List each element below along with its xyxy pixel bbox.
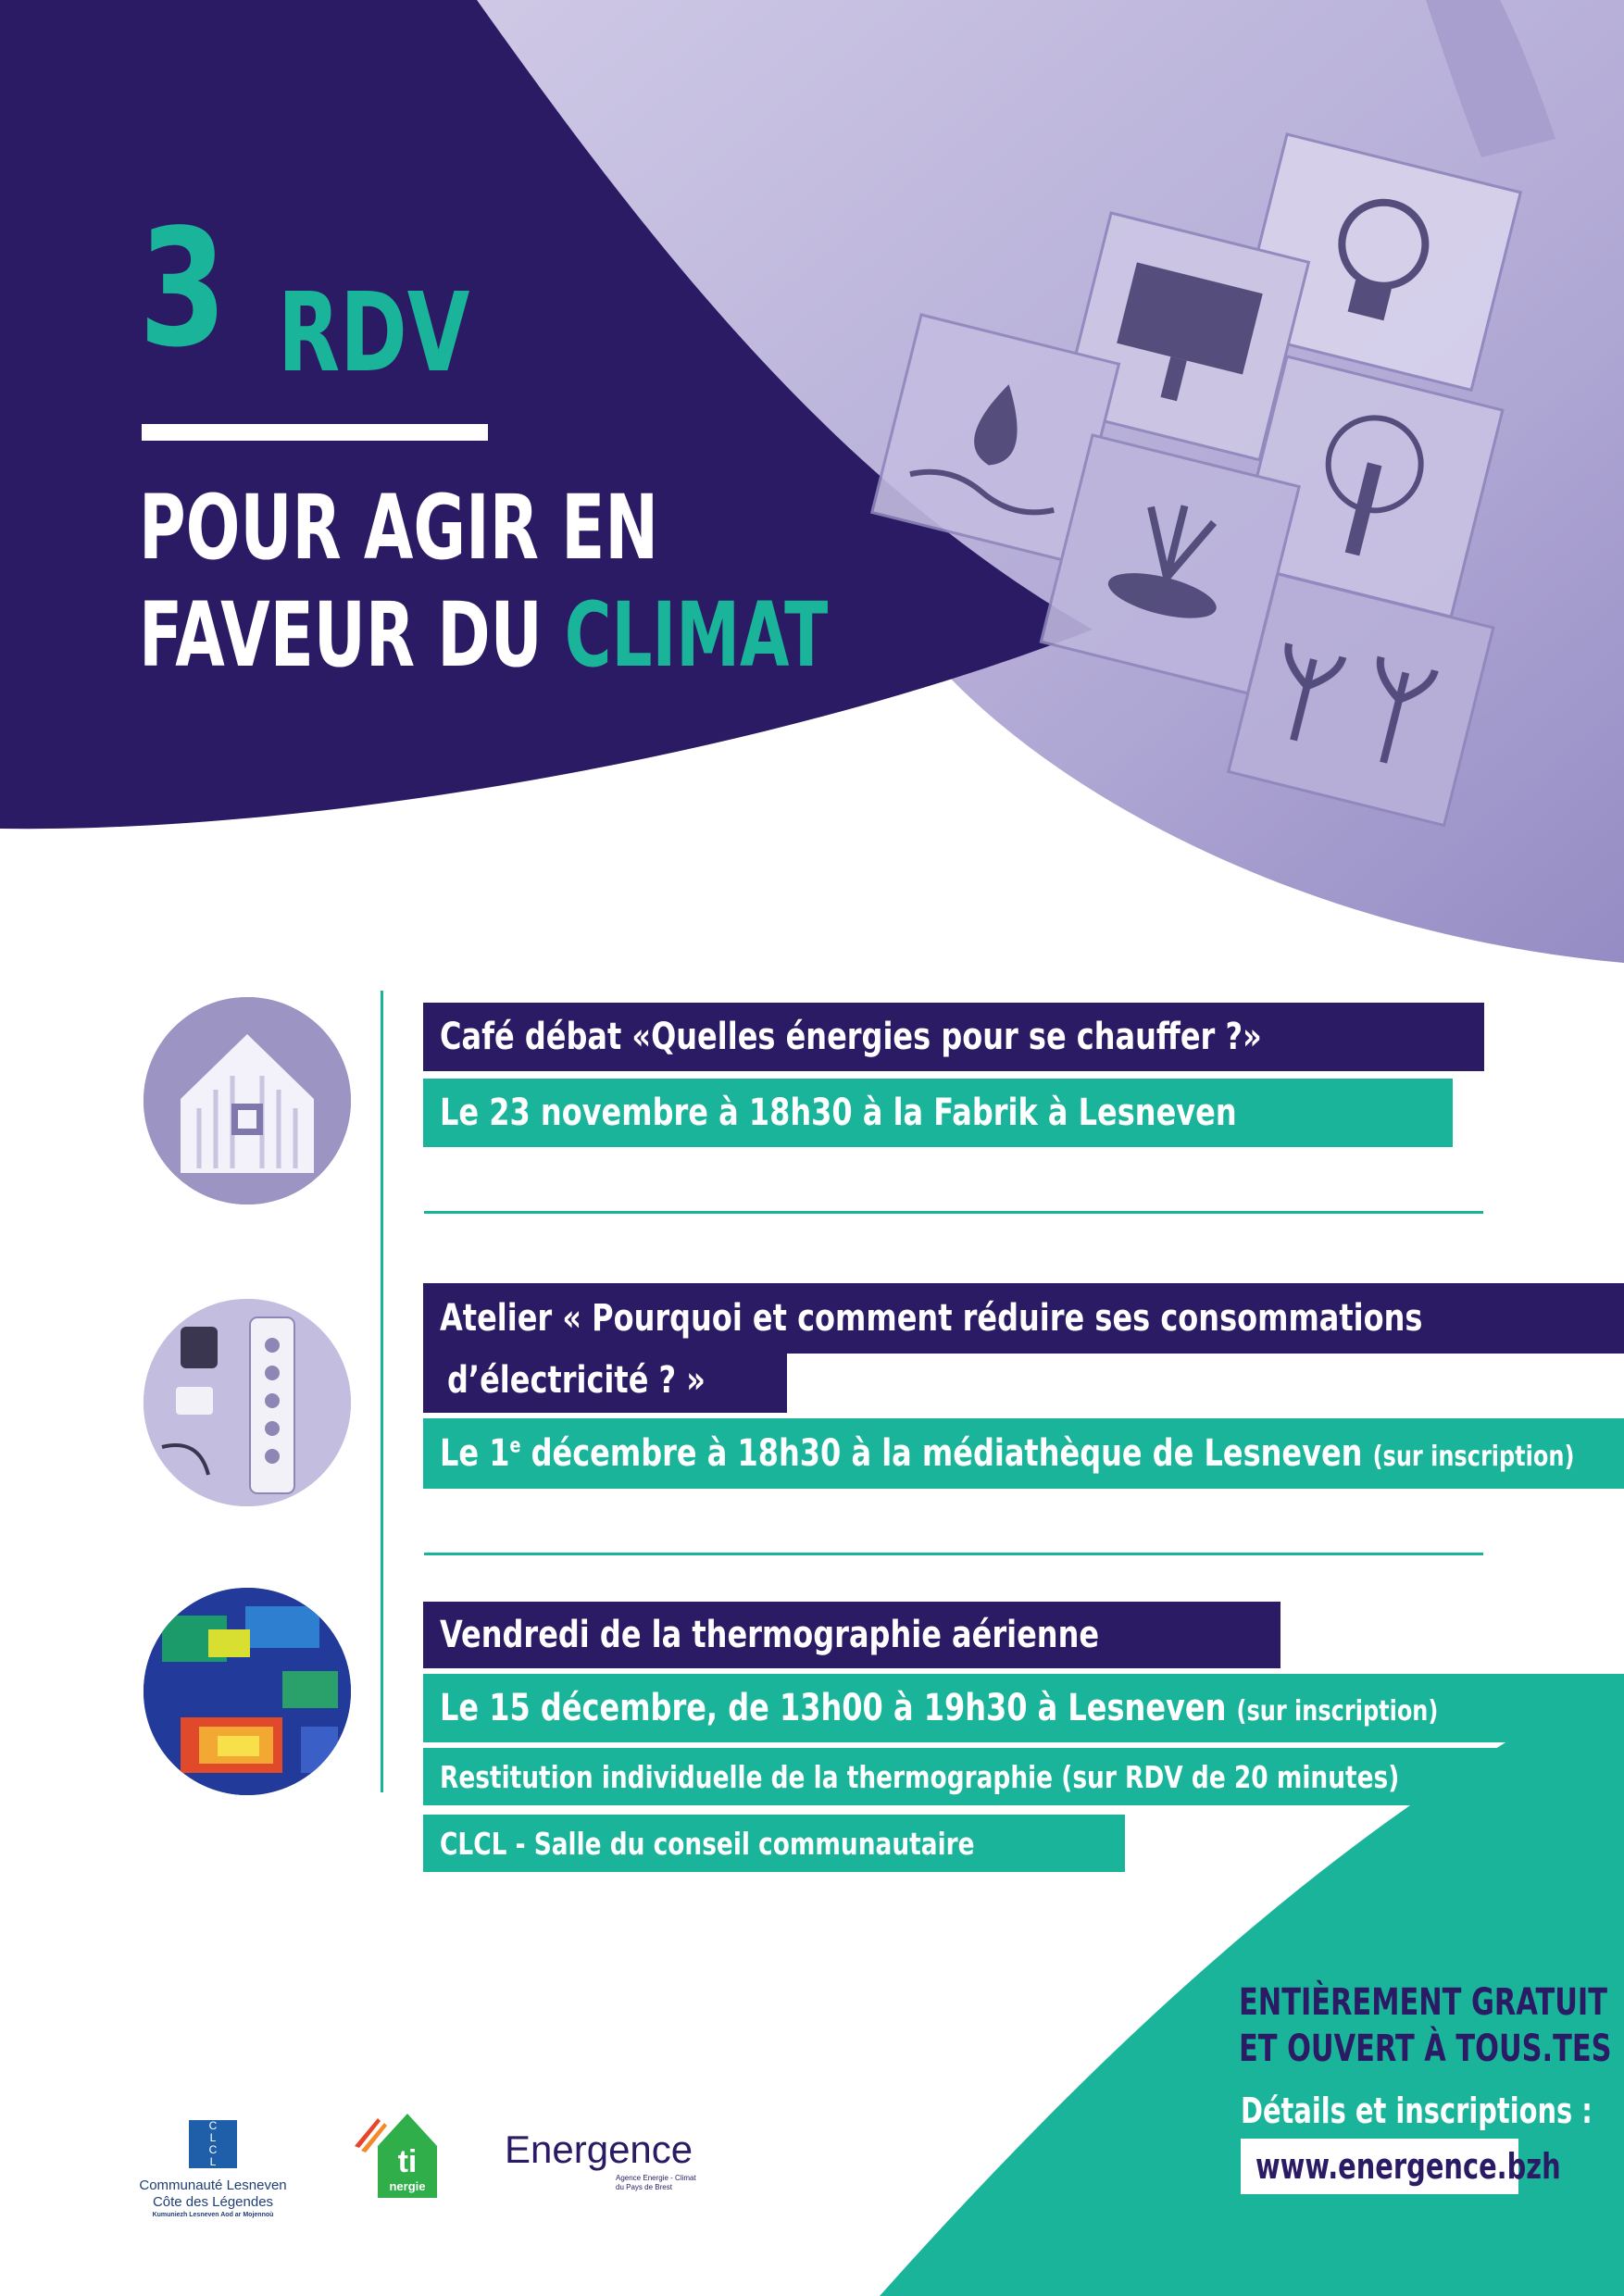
event2-title-line2: d’électricité ? » bbox=[423, 1348, 787, 1413]
hero-underline bbox=[142, 424, 488, 441]
hero-number: 3 bbox=[139, 195, 224, 383]
clcl-mark: C L C L bbox=[189, 2120, 237, 2168]
hero-line2 bbox=[139, 581, 828, 689]
event2-date: Le 1e décembre à 18h30 à la médiathèque de Lesneven (sur inscription) bbox=[423, 1418, 1624, 1489]
divider-1 bbox=[424, 1211, 1483, 1214]
divider-2 bbox=[424, 1553, 1483, 1555]
event3-title: Vendredi de la thermographie aérienne bbox=[423, 1602, 1280, 1668]
details-label: Détails et inscriptions : bbox=[1241, 2090, 1593, 2131]
power-strip-image bbox=[144, 1299, 351, 1506]
hero-line2-accent: CLIMAT bbox=[564, 583, 829, 687]
event1-date: Le 23 novembre à 18h30 à la Fabrik à Lesneven bbox=[423, 1079, 1453, 1147]
event2-title-line1: Atelier « Pourquoi et comment réduire ses consommations bbox=[423, 1283, 1624, 1354]
event1-title: Café débat «Quelles énergies pour se chauffer ?» bbox=[423, 1003, 1484, 1071]
event3-date: Le 15 décembre, de 13h00 à 19h30 à Lesneven (sur inscription) bbox=[423, 1674, 1624, 1742]
hero-subtitle bbox=[139, 474, 828, 689]
hero-line1: POUR AGIR EN bbox=[139, 476, 659, 580]
energence-logo: Energence Agence Energie - Climat du Pays de Brest bbox=[505, 2128, 696, 2191]
tinergie-logo bbox=[350, 2109, 443, 2202]
hero-rdv: RDV bbox=[278, 268, 470, 396]
event3-detail1: Restitution individuelle de la thermographie (sur RDV de 20 minutes) bbox=[423, 1748, 1624, 1805]
house-radiator-image bbox=[144, 997, 351, 1204]
thermography-image bbox=[144, 1588, 351, 1795]
tinergie-ti: ti bbox=[397, 2144, 418, 2179]
clcl-logo: C L C L Communauté Lesneven Côte des Légendes Kumuniezh Lesneven Aod ar Mojennoù bbox=[139, 2119, 287, 2218]
timeline-line bbox=[381, 991, 383, 1792]
free-notice: ENTIÈREMENT GRATUIT ET OUVERT À TOUS.TES bbox=[1239, 1981, 1612, 2070]
hero-title bbox=[139, 195, 470, 396]
tinergie-nergie: nergie bbox=[389, 2179, 426, 2193]
event3-detail2: CLCL - Salle du conseil communautaire bbox=[423, 1815, 1125, 1872]
hero-line2-prefix: FAVEUR DU bbox=[139, 583, 565, 687]
website-link[interactable]: www.energence.bzh bbox=[1241, 2139, 1518, 2194]
